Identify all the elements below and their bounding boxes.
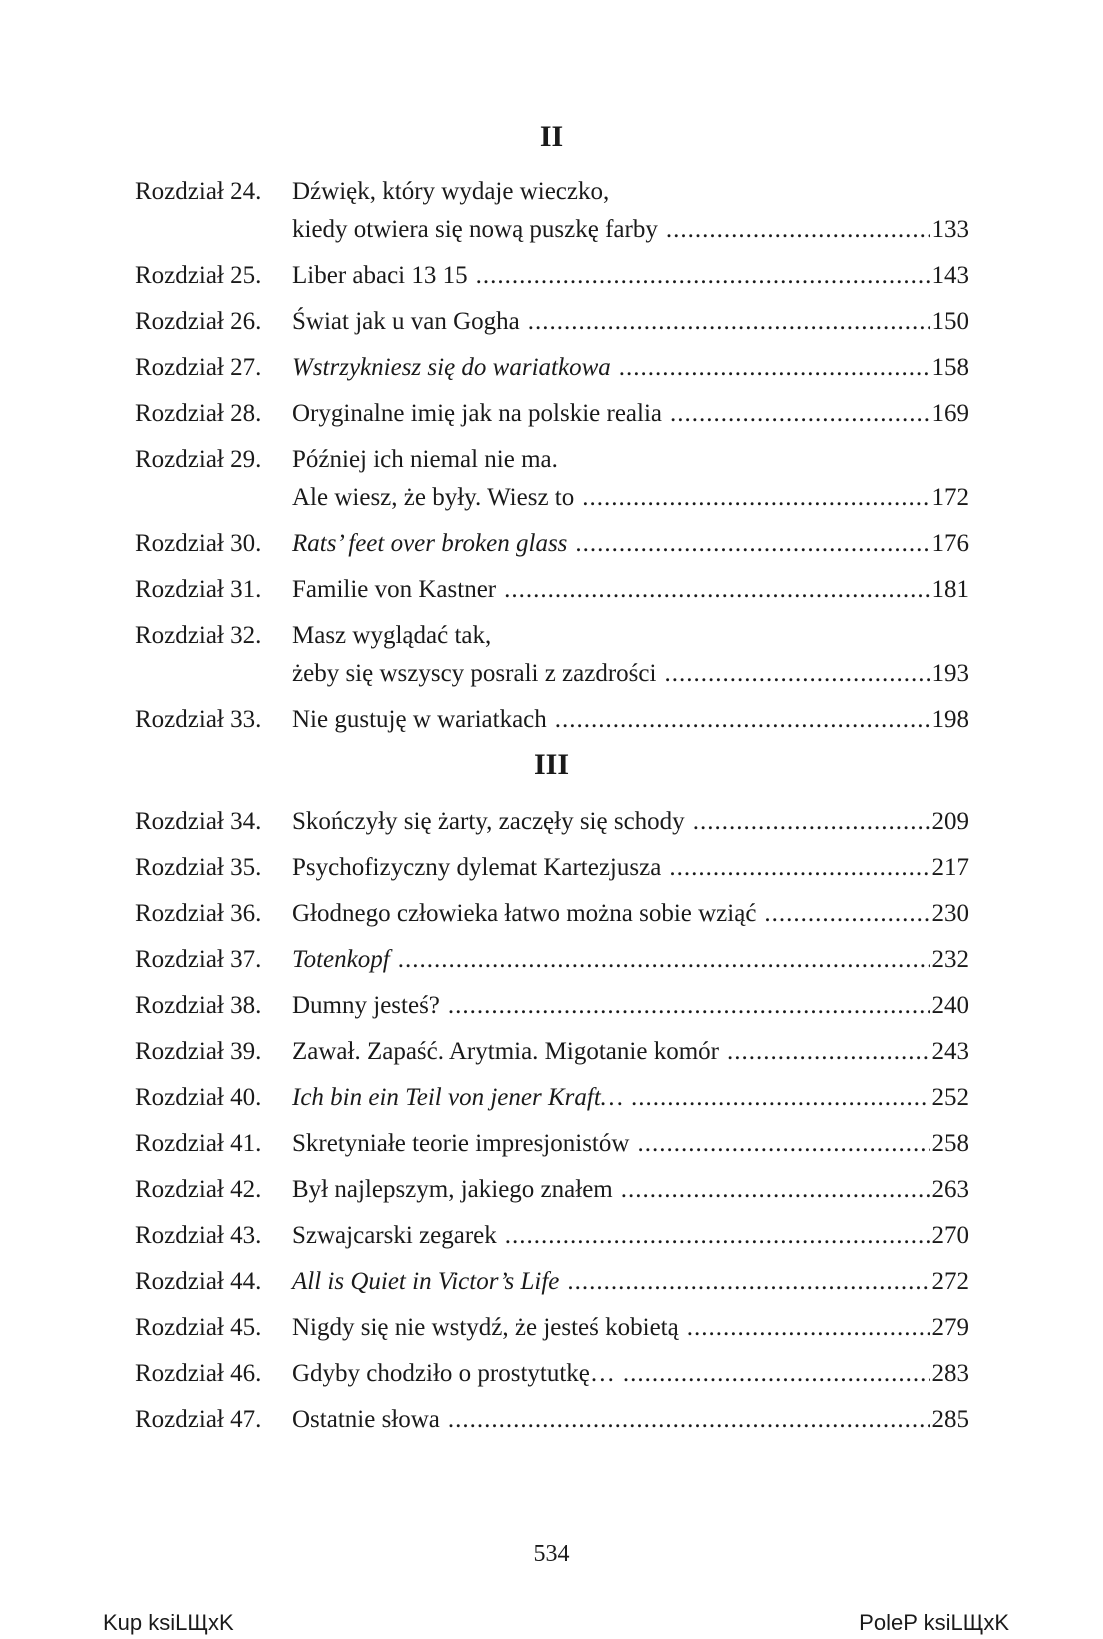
chapter-title: Głodnego człowieka łatwo można sobie wziąć xyxy=(292,900,757,927)
chapter-label: Rozdział 35. xyxy=(135,854,262,881)
chapter-title-line xyxy=(292,176,969,208)
chapter-page-number: 252 xyxy=(931,1084,969,1111)
chapter-title-line xyxy=(292,306,969,338)
toc-entry xyxy=(135,1220,969,1266)
toc-entry xyxy=(135,1174,969,1220)
toc-entry xyxy=(135,306,969,352)
chapter-title: Szwajcarski zegarek xyxy=(292,1222,497,1249)
chapter-title: Liber abaci 13 15 xyxy=(292,262,468,289)
chapter-title-line xyxy=(292,1220,969,1252)
chapter-page-number: 258 xyxy=(931,1130,969,1157)
chapter-title: Nigdy się nie wstydź, że jesteś kobietą xyxy=(292,1314,679,1341)
dot-leader xyxy=(631,1082,930,1114)
chapter-page-number: 270 xyxy=(931,1222,969,1249)
dot-leader xyxy=(727,1036,930,1068)
part-heading-ii: II xyxy=(539,120,564,153)
chapter-title-line xyxy=(292,1404,969,1436)
dot-leader xyxy=(448,990,930,1022)
toc-entry xyxy=(135,944,969,990)
toc-entry xyxy=(135,1128,969,1174)
chapter-title: Skretyniałe teorie impresjonistów xyxy=(292,1130,630,1157)
chapter-label: Rozdział 42. xyxy=(135,1176,262,1203)
chapter-title-line xyxy=(292,852,969,884)
toc-entry xyxy=(135,176,969,260)
chapter-title-line xyxy=(292,658,969,690)
dot-leader xyxy=(582,482,929,514)
dot-leader xyxy=(764,898,929,930)
dot-leader xyxy=(555,704,930,736)
toc-entry xyxy=(135,620,969,704)
chapter-title-line xyxy=(292,1036,969,1068)
dot-leader xyxy=(528,306,930,338)
dot-leader xyxy=(476,260,930,292)
chapter-label: Rozdział 33. xyxy=(135,706,262,733)
dot-leader xyxy=(448,1404,930,1436)
chapter-label: Rozdział 45. xyxy=(135,1314,262,1341)
chapter-label: Rozdział 27. xyxy=(135,354,262,381)
chapter-title: Skończyły się żarty, zaczęły się schody xyxy=(292,808,685,835)
toc-entry xyxy=(135,990,969,1036)
dot-leader xyxy=(637,1128,929,1160)
toc-entry xyxy=(135,528,969,574)
chapter-page-number: 150 xyxy=(931,308,969,335)
chapter-page-number: 209 xyxy=(931,808,969,835)
chapter-label: Rozdział 26. xyxy=(135,308,262,335)
chapter-title-line xyxy=(292,1174,969,1206)
toc-entry xyxy=(135,806,969,852)
chapter-title: Nie gustuję w wariatkach xyxy=(292,706,547,733)
chapter-label: Rozdział 40. xyxy=(135,1084,262,1111)
chapter-title-line xyxy=(292,482,969,514)
chapter-title: Totenkopf xyxy=(292,946,390,973)
chapter-label: Rozdział 38. xyxy=(135,992,262,1019)
chapter-page-number: 230 xyxy=(931,900,969,927)
chapter-label: Rozdział 24. xyxy=(135,178,262,205)
toc-entry xyxy=(135,704,969,750)
dot-leader xyxy=(687,1312,930,1344)
dot-leader xyxy=(619,352,930,384)
part-heading-iii: III xyxy=(533,748,570,781)
chapter-label: Rozdział 32. xyxy=(135,622,262,649)
chapter-page-number: 232 xyxy=(931,946,969,973)
chapter-title: Masz wyglądać tak, xyxy=(292,622,492,649)
toc-entry xyxy=(135,260,969,306)
chapter-page-number: 240 xyxy=(931,992,969,1019)
dot-leader xyxy=(621,1174,930,1206)
chapter-page-number: 172 xyxy=(931,484,969,511)
chapter-title-line xyxy=(292,214,969,246)
chapter-label: Rozdział 34. xyxy=(135,808,262,835)
chapter-title: żeby się wszyscy posrali z zazdrości xyxy=(292,660,657,687)
chapter-title-line xyxy=(292,704,969,736)
chapter-page-number: 181 xyxy=(931,576,969,603)
chapter-title: Oryginalne imię jak na polskie realia xyxy=(292,400,663,427)
toc-entry xyxy=(135,852,969,898)
toc-entry xyxy=(135,398,969,444)
chapter-page-number: 279 xyxy=(931,1314,969,1341)
toc-entry xyxy=(135,898,969,944)
chapter-title: Świat jak u van Gogha xyxy=(292,308,520,335)
chapter-label: Rozdział 25. xyxy=(135,262,262,289)
chapter-title-line xyxy=(292,1082,969,1114)
chapter-title-line xyxy=(292,398,969,430)
chapter-page-number: 176 xyxy=(931,530,969,557)
chapter-label: Rozdział 29. xyxy=(135,446,262,473)
chapter-page-number: 193 xyxy=(931,660,969,687)
page-number: 534 xyxy=(533,1541,570,1567)
chapter-title-line xyxy=(292,444,969,476)
chapter-page-number: 272 xyxy=(931,1268,969,1295)
chapter-title: All is Quiet in Victor’s Life xyxy=(292,1268,560,1295)
chapter-label: Rozdział 36. xyxy=(135,900,262,927)
chapter-title: Wstrzykniesz się do wariatkowa xyxy=(292,354,611,381)
chapter-page-number: 158 xyxy=(931,354,969,381)
chapter-title: Później ich niemal nie ma. xyxy=(292,446,558,473)
chapter-page-number: 217 xyxy=(931,854,969,881)
chapter-label: Rozdział 30. xyxy=(135,530,262,557)
chapter-label: Rozdział 31. xyxy=(135,576,262,603)
chapter-page-number: 263 xyxy=(931,1176,969,1203)
chapter-title-line xyxy=(292,260,969,292)
chapter-label: Rozdział 28. xyxy=(135,400,262,427)
toc-entry xyxy=(135,1082,969,1128)
chapter-title-line xyxy=(292,1266,969,1298)
chapter-title: Gdyby chodziło o prostytutkę… xyxy=(292,1360,615,1387)
toc-entry xyxy=(135,1036,969,1082)
toc-entry xyxy=(135,1404,969,1450)
chapter-page-number: 283 xyxy=(931,1360,969,1387)
chapter-label: Rozdział 46. xyxy=(135,1360,262,1387)
chapter-page-number: 143 xyxy=(931,262,969,289)
chapter-title: Ich bin ein Teil von jener Kraft… xyxy=(292,1084,623,1111)
dot-leader xyxy=(575,528,929,560)
toc-list-part-iii xyxy=(135,806,969,1450)
recommend-book-link[interactable]: PoleP ksiLЩxK xyxy=(859,1610,1009,1635)
buy-book-link[interactable]: Kup ksiLЩxK xyxy=(103,1610,234,1635)
chapter-title: kiedy otwiera się nową puszkę farby xyxy=(292,216,658,243)
chapter-page-number: 243 xyxy=(931,1038,969,1065)
chapter-title-line xyxy=(292,806,969,838)
dot-leader xyxy=(693,806,930,838)
toc-entry xyxy=(135,1266,969,1312)
chapter-label: Rozdział 41. xyxy=(135,1130,262,1157)
chapter-label: Rozdział 47. xyxy=(135,1406,262,1433)
chapter-label: Rozdział 39. xyxy=(135,1038,262,1065)
chapter-label: Rozdział 37. xyxy=(135,946,262,973)
chapter-title-line xyxy=(292,574,969,606)
chapter-title-line xyxy=(292,990,969,1022)
chapter-title-line xyxy=(292,352,969,384)
toc-entry xyxy=(135,444,969,528)
dot-leader xyxy=(623,1358,930,1390)
chapter-title-line xyxy=(292,898,969,930)
dot-leader xyxy=(670,398,929,430)
dot-leader xyxy=(669,852,929,884)
chapter-title-line xyxy=(292,1128,969,1160)
chapter-title-line xyxy=(292,1312,969,1344)
chapter-title: Psychofizyczny dylemat Kartezjusza xyxy=(292,854,662,881)
toc-list-part-ii xyxy=(135,176,969,750)
toc-entry xyxy=(135,1312,969,1358)
chapter-title-line xyxy=(292,528,969,560)
chapter-page-number: 285 xyxy=(931,1406,969,1433)
chapter-page-number: 169 xyxy=(931,400,969,427)
chapter-title-line xyxy=(292,944,969,976)
dot-leader xyxy=(666,214,930,246)
dot-leader xyxy=(504,574,929,606)
toc-entry xyxy=(135,352,969,398)
chapter-title: Familie von Kastner xyxy=(292,576,497,603)
dot-leader xyxy=(664,658,929,690)
chapter-label: Rozdział 44. xyxy=(135,1268,262,1295)
dot-leader xyxy=(505,1220,930,1252)
chapter-title: Ale wiesz, że były. Wiesz to xyxy=(292,484,575,511)
chapter-page-number: 133 xyxy=(931,216,969,243)
chapter-label: Rozdział 43. xyxy=(135,1222,262,1249)
chapter-page-number: 198 xyxy=(931,706,969,733)
dot-leader xyxy=(398,944,930,976)
chapter-title: Rats’ feet over broken glass xyxy=(292,530,568,557)
toc-entry xyxy=(135,1358,969,1404)
chapter-title: Ostatnie słowa xyxy=(292,1406,440,1433)
toc-entry xyxy=(135,574,969,620)
chapter-title: Dumny jesteś? xyxy=(292,992,440,1019)
chapter-title-line xyxy=(292,1358,969,1390)
chapter-title: Dźwięk, który wydaje wieczko, xyxy=(292,178,610,205)
dot-leader xyxy=(567,1266,929,1298)
chapter-title: Zawał. Zapaść. Arytmia. Migotanie komór xyxy=(292,1038,719,1065)
chapter-title: Był najlepszym, jakiego znałem xyxy=(292,1176,613,1203)
chapter-title-line xyxy=(292,620,969,652)
